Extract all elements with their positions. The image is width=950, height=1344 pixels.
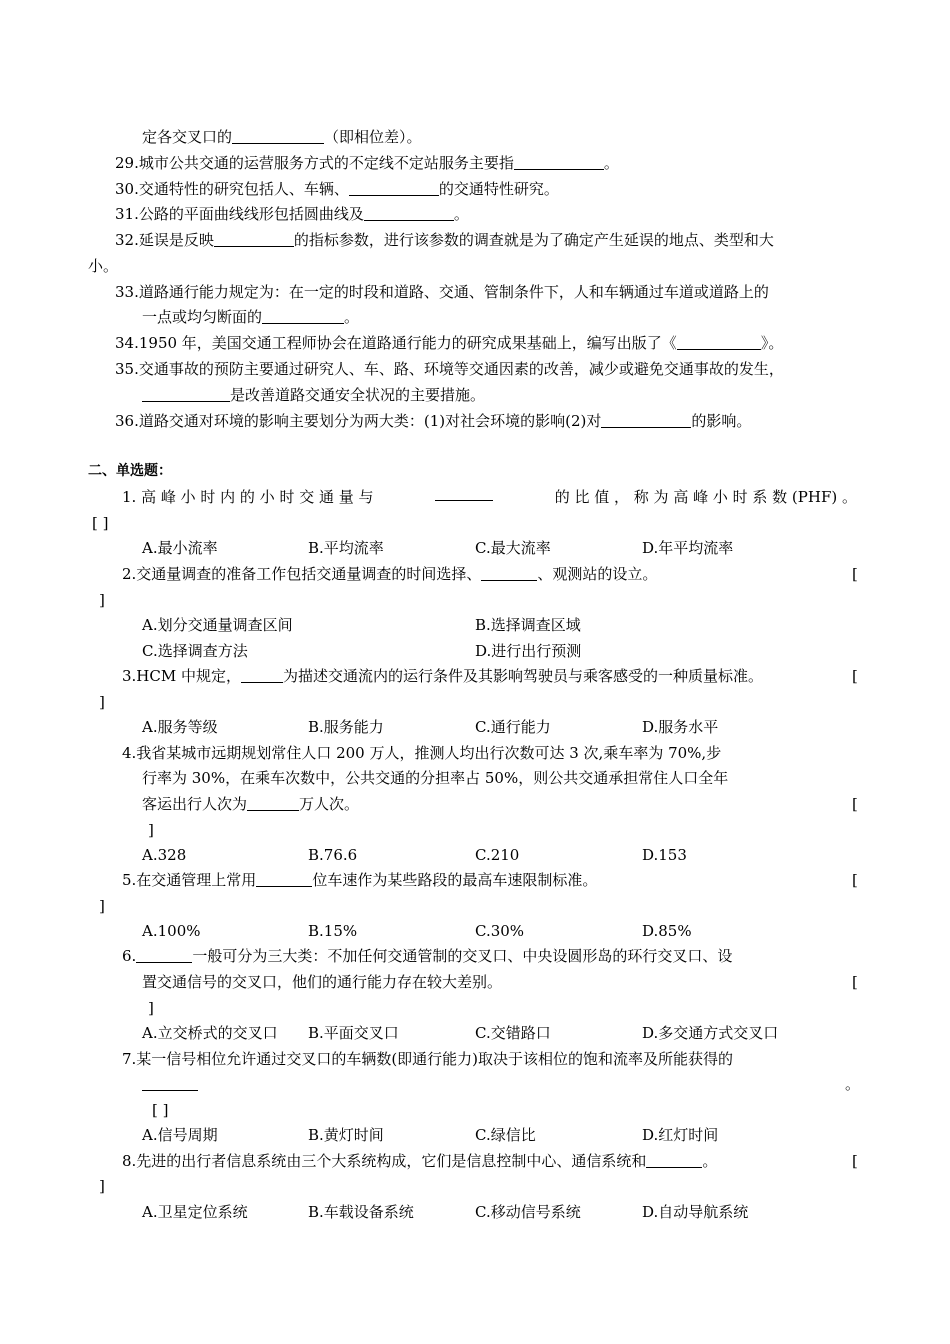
mcq-question-7: 7.某一信号相位允许通过交叉口的车辆数(即通行能力)取决于该相位的饱和流率及所能获得的 — [122, 1050, 734, 1068]
mcq-question-6-line2: 置交通信号的交叉口，他们的通行能力存在较大差别。 — [142, 973, 503, 991]
section-heading: 二、单选题： — [88, 463, 172, 479]
answer-blank — [136, 946, 192, 963]
option-a: A.立交桥式的交叉口 — [142, 1024, 278, 1042]
option-a: A.卫星定位系统 — [142, 1203, 248, 1221]
mcq-question-4-line2: 行率为 30%，在乘车次数中，公共交通的分担率占 50%，则公共交通承担常住人口全年 — [142, 769, 729, 787]
option-d: D.153 — [642, 846, 687, 864]
question-33: 33.道路通行能力规定为：在一定的时段和道路、交通、管制条件下，人和车辆通过车道或道路上的 — [115, 283, 769, 301]
option-c: C.30% — [475, 922, 525, 940]
answer-blank — [601, 411, 691, 428]
option-c: C.交错路口 — [475, 1024, 551, 1042]
option-c: C.210 — [475, 846, 520, 864]
mcq-question-6: 6. 一般可分为三大类：不加任何交通管制的交叉口、中央设圆形岛的环行交叉口、设 — [122, 947, 733, 965]
option-b: B.选择调查区域 — [475, 616, 581, 634]
option-b: B.黄灯时间 — [308, 1126, 384, 1144]
mcq-question-5: 5.在交通管理上常用 位车速作为某些路段的最高车速限制标准。 — [122, 871, 598, 889]
mcq-question-2: 2.交通量调查的准备工作包括交通量调查的时间选择、 、观测站的设立。 — [122, 565, 658, 583]
answer-bracket: [ ] — [152, 1101, 169, 1119]
answer-blank — [435, 484, 493, 501]
option-d: D.红灯时间 — [642, 1126, 719, 1144]
option-a: A.328 — [142, 846, 187, 864]
mcq-question-1: 1. 高 峰 小 时 内 的 小 时 交 通 量 与 的 比 值 ， 称 为 高 峰 小 时 系 数 (PHF) 。 — [122, 484, 857, 510]
answer-blank — [646, 1151, 702, 1168]
option-b: B.平面交叉口 — [308, 1024, 399, 1042]
question-36: 36.道路交通对环境的影响主要划分为两大类：(1)对社会环境的影响(2)对 的影响。 — [115, 412, 752, 430]
option-c: C.移动信号系统 — [475, 1203, 581, 1221]
answer-blank — [247, 794, 299, 811]
answer-bracket-close: ] — [99, 591, 105, 609]
answer-blank — [364, 204, 454, 221]
option-a: A.划分交通量调查区间 — [142, 616, 293, 634]
option-a: A.100% — [142, 922, 201, 940]
answer-bracket-open: [ — [852, 795, 858, 813]
question-32: 32.延误是反映 的指标参数，进行该参数的调查就是为了确定产生延误的地点、类型和大 — [115, 231, 774, 249]
option-c: C.选择调查方法 — [142, 642, 248, 660]
question-33-cont: 一点或均匀断面的 。 — [142, 308, 360, 326]
answer-bracket-close: ] — [99, 693, 105, 711]
answer-blank — [232, 127, 324, 144]
option-c: C.通行能力 — [475, 718, 551, 736]
option-b: B.平均流率 — [308, 539, 384, 557]
option-d: D.多交通方式交叉口 — [642, 1024, 779, 1042]
option-b: B.76.6 — [308, 846, 358, 864]
answer-bracket-close: ] — [99, 897, 105, 915]
answer-blank — [514, 153, 604, 170]
option-a: A.信号周期 — [142, 1126, 218, 1144]
mcq-question-8: 8.先进的出行者信息系统由三个大系统构成，它们是信息控制中心、通信系统和 。 — [122, 1152, 718, 1170]
question-30: 30.交通特性的研究包括人、车辆、 的交通特性研究。 — [115, 180, 559, 198]
answer-bracket-open: [ — [852, 565, 858, 583]
mcq-question-7-line2 — [142, 1071, 198, 1097]
option-b: B.服务能力 — [308, 718, 384, 736]
answer-blank — [142, 385, 230, 402]
mcq-question-4: 4.我省某城市远期规划常住人口 200 万人，推测人均出行次数可达 3 次,乘车率为 70%,步 — [122, 744, 722, 762]
answer-blank — [349, 179, 439, 196]
option-d: D.进行出行预测 — [475, 642, 582, 660]
question-32-cont: 小。 — [88, 257, 119, 275]
answer-blank — [256, 870, 312, 887]
question-35-cont: 是改善道路交通安全状况的主要措施。 — [142, 382, 485, 408]
option-b: B.车载设备系统 — [308, 1203, 414, 1221]
option-c: C.最大流率 — [475, 539, 551, 557]
answer-bracket-open: [ — [852, 871, 858, 889]
answer-bracket-open: [ — [852, 667, 858, 685]
option-c: C.绿信比 — [475, 1126, 536, 1144]
question-34: 34.1950 年，美国交通工程师协会在道路通行能力的研究成果基础上，编写出版了《 》。 — [115, 334, 784, 352]
answer-blank — [262, 307, 344, 324]
option-a: A.服务等级 — [142, 718, 218, 736]
question-31: 31.公路的平面曲线线形包括圆曲线及 。 — [115, 205, 469, 223]
option-a: A.最小流率 — [142, 539, 218, 557]
answer-bracket: [ ] — [92, 514, 109, 532]
question-29: 29.城市公共交通的运营服务方式的不定线不定站服务主要指 。 — [115, 154, 619, 172]
option-d: D.服务水平 — [642, 718, 719, 736]
answer-bracket-close: ] — [148, 999, 154, 1017]
answer-bracket-close: ] — [99, 1177, 105, 1195]
answer-blank — [214, 230, 294, 247]
answer-bracket-open: [ — [852, 1152, 858, 1170]
question-end-mark: 。 — [845, 1075, 861, 1093]
option-d: D.年平均流率 — [642, 539, 734, 557]
answer-bracket-close: ] — [148, 821, 154, 839]
question-35: 35.交通事故的预防主要通过研究人、车、路、环境等交通因素的改善，减少或避免交通事故的发生， — [115, 360, 784, 378]
answer-bracket-open: [ — [852, 973, 858, 991]
answer-blank — [677, 333, 761, 350]
answer-blank — [481, 564, 537, 581]
option-d: D.自动导航系统 — [642, 1203, 749, 1221]
option-d: D.85% — [642, 922, 692, 940]
q28-tail: 定各交叉口的 （即相位差）。 — [142, 128, 422, 146]
mcq-question-4-line3: 客运出行人次为 万人次。 — [142, 795, 360, 813]
mcq-question-3: 3.HCM 中规定， 为描述交通流内的运行条件及其影响驾驶员与乘客感受的一种质量标准。 — [122, 667, 764, 685]
option-b: B.15% — [308, 922, 358, 940]
answer-blank — [241, 666, 283, 683]
answer-blank — [142, 1074, 198, 1091]
